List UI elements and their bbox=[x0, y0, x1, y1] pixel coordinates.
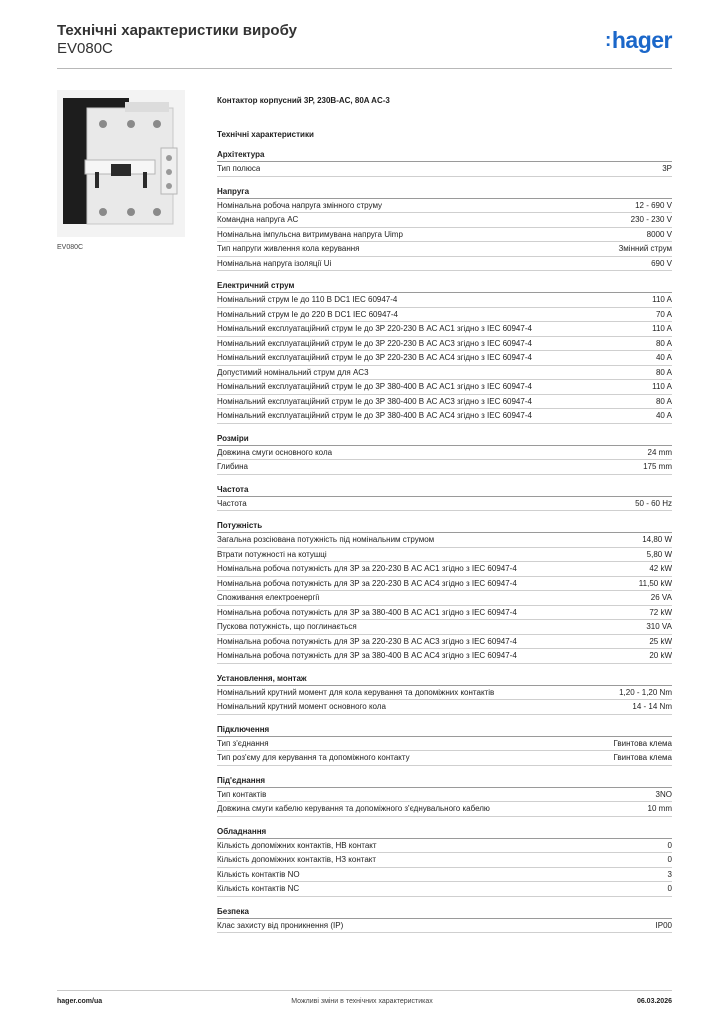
spec-value: 20 kW bbox=[649, 651, 672, 660]
spec-section bbox=[217, 775, 672, 817]
spec-value: 80 A bbox=[655, 338, 672, 348]
spec-row bbox=[217, 242, 672, 257]
section-title: Архітектура bbox=[217, 149, 672, 162]
product-image bbox=[57, 90, 185, 237]
spec-row bbox=[217, 460, 672, 475]
spec-label: Номінальний експлуатаційний струм Ie до 3P 380-400 В AC AC1 згідно з IEC 60947-4 bbox=[217, 382, 532, 391]
spec-label: Кількість допоміжних контактів, НВ контакт bbox=[217, 840, 377, 850]
spec-row bbox=[217, 853, 672, 868]
page-title: Технічні характеристики виробу bbox=[57, 22, 297, 39]
footer-divider bbox=[57, 990, 672, 991]
contactor-illustration bbox=[57, 90, 185, 237]
spec-label: Номінальна робоча потужність для 3P за 220-230 В AC AC1 згідно з IEC 60947-4 bbox=[217, 564, 517, 573]
spec-label: Номінальний струм Ie до 220 В DC1 IEC 60947-4 bbox=[217, 309, 398, 319]
spec-value: 80 A bbox=[655, 396, 672, 406]
spec-value: 5,80 W bbox=[646, 549, 672, 559]
spec-value: 26 VA bbox=[650, 593, 672, 602]
spec-value: 0 bbox=[667, 840, 672, 850]
spec-value: 24 mm bbox=[647, 447, 672, 457]
spec-label: Номінальна робоча потужність для 3P за 380-400 В AC AC1 згідно з IEC 60947-4 bbox=[217, 607, 517, 617]
spec-label: Номінальна напруга ізоляції Ui bbox=[217, 258, 332, 268]
section-title: Розміри bbox=[217, 433, 672, 446]
spec-section bbox=[217, 280, 672, 424]
image-caption: EV080C bbox=[57, 244, 84, 251]
spec-label: Кількість контактів NO bbox=[217, 869, 300, 879]
section-title: Обладнання bbox=[217, 826, 672, 839]
tech-characteristics-title: Технічні характеристики bbox=[217, 130, 314, 139]
section-title: Напруга bbox=[217, 186, 672, 199]
spec-label: Довжина смуги кабелю керування та допоміжного з'єднувального кабелю bbox=[217, 804, 490, 813]
spec-label: Загальна розсіювана потужність під номінальним струмом bbox=[217, 535, 435, 544]
spec-label: Частота bbox=[217, 498, 247, 508]
spec-value: 14 - 14 Nm bbox=[632, 702, 672, 711]
spec-row bbox=[217, 606, 672, 621]
spec-value: 42 kW bbox=[649, 564, 672, 573]
spec-section bbox=[217, 826, 672, 897]
spec-sections bbox=[217, 149, 672, 933]
spec-label: Втрати потужності на котушці bbox=[217, 549, 327, 559]
spec-label: Допустимий номінальний струм для AC3 bbox=[217, 367, 369, 377]
spec-row bbox=[217, 620, 672, 635]
section-title: Під'єднання bbox=[217, 775, 672, 788]
spec-label: Глибина bbox=[217, 462, 248, 471]
spec-value: 110 A bbox=[652, 295, 672, 304]
spec-row bbox=[217, 919, 672, 934]
spec-label: Командна напруга AC bbox=[217, 215, 299, 224]
spec-label: Тип напруги живлення кола керування bbox=[217, 244, 360, 253]
hager-logo[interactable] bbox=[605, 27, 672, 54]
footer-date: 06.03.2026 bbox=[636, 998, 672, 1005]
spec-value: Гвинтова клема bbox=[613, 753, 672, 762]
spec-row bbox=[217, 351, 672, 366]
spec-value: 3P bbox=[662, 164, 672, 173]
spec-label: Тип полюса bbox=[217, 164, 261, 173]
spec-row bbox=[217, 788, 672, 803]
spec-label: Номінальна імпульсна витримувана напруга Uimp bbox=[217, 229, 403, 239]
spec-label: Номінальний крутний момент для кола керування та допоміжних контактів bbox=[217, 687, 495, 697]
spec-row bbox=[217, 199, 672, 214]
spec-row bbox=[217, 446, 672, 461]
spec-value: 14,80 W bbox=[642, 535, 672, 544]
spec-value: 110 A bbox=[652, 324, 672, 333]
spec-label: Кількість контактів NC bbox=[217, 884, 300, 893]
spec-row bbox=[217, 322, 672, 337]
section-title: Безпека bbox=[217, 906, 672, 919]
spec-row bbox=[217, 839, 672, 854]
spec-label: Номінальний струм Ie до 110 В DC1 IEC 60947-4 bbox=[217, 295, 398, 304]
spec-label: Тип контактів bbox=[217, 789, 267, 799]
spec-value: 40 A bbox=[655, 411, 672, 420]
spec-value: 310 VA bbox=[646, 622, 672, 631]
spec-row bbox=[217, 257, 672, 272]
spec-section bbox=[217, 520, 672, 664]
spec-value: 10 mm bbox=[647, 804, 672, 813]
spec-label: Номінальний експлуатаційний струм Ie до 3P 220-230 В AC AC3 згідно з IEC 60947-4 bbox=[217, 338, 532, 348]
spec-label: Номінальна робоча потужність для 3P за 220-230 В AC AC3 згідно з IEC 60947-4 bbox=[217, 636, 517, 646]
spec-row bbox=[217, 591, 672, 606]
spec-value: 0 bbox=[667, 884, 672, 893]
spec-row bbox=[217, 686, 672, 701]
spec-row bbox=[217, 751, 672, 766]
spec-value: 0 bbox=[667, 855, 672, 864]
spec-label: Номінальний експлуатаційний струм Ie до 3P 380-400 В AC AC4 згідно з IEC 60947-4 bbox=[217, 411, 532, 420]
spec-section bbox=[217, 186, 672, 272]
spec-row bbox=[217, 162, 672, 177]
spec-value: 110 A bbox=[652, 382, 672, 391]
spec-section bbox=[217, 906, 672, 934]
logo-colon-icon: : bbox=[605, 30, 611, 51]
spec-section bbox=[217, 724, 672, 766]
spec-row bbox=[217, 293, 672, 308]
spec-value: Змінний струм bbox=[618, 244, 672, 253]
spec-row bbox=[217, 737, 672, 752]
spec-content bbox=[217, 95, 672, 942]
spec-row bbox=[217, 213, 672, 228]
spec-value: 70 A bbox=[655, 309, 672, 319]
spec-label: Номінальна робоча напруга змінного струму bbox=[217, 200, 383, 210]
spec-value: 690 V bbox=[651, 258, 672, 268]
section-title: Електричний струм bbox=[217, 280, 672, 293]
spec-label: Кількість допоміжних контактів, НЗ контакт bbox=[217, 855, 377, 864]
spec-value: 50 - 60 Hz bbox=[635, 498, 672, 508]
spec-row bbox=[217, 366, 672, 381]
page-header bbox=[57, 22, 297, 58]
spec-value: 72 kW bbox=[649, 607, 672, 617]
spec-value: 11,50 kW bbox=[638, 578, 672, 588]
spec-value: IP00 bbox=[655, 920, 672, 930]
footer-notice: Можливі зміни в технічних характеристиках bbox=[291, 998, 433, 1005]
product-code: EV080C bbox=[57, 40, 113, 57]
section-title: Потужність bbox=[217, 520, 672, 533]
spec-label: Номінальний експлуатаційний струм Ie до 3P 220-230 В AC AC1 згідно з IEC 60947-4 bbox=[217, 324, 532, 333]
spec-value: 175 mm bbox=[643, 462, 672, 471]
section-title: Установлення, монтаж bbox=[217, 673, 672, 686]
spec-row bbox=[217, 308, 672, 323]
spec-row bbox=[217, 577, 672, 592]
spec-row bbox=[217, 337, 672, 352]
spec-row bbox=[217, 497, 672, 512]
spec-label: Пускова потужність, що поглинається bbox=[217, 622, 357, 631]
spec-section bbox=[217, 484, 672, 512]
spec-label: Клас захисту від проникнення (IP) bbox=[217, 920, 344, 930]
section-title: Частота bbox=[217, 484, 672, 497]
spec-value: 1,20 - 1,20 Nm bbox=[619, 687, 672, 697]
spec-label: Номінальний крутний момент основного кола bbox=[217, 702, 386, 711]
spec-row bbox=[217, 649, 672, 664]
spec-value: 40 A bbox=[655, 353, 672, 362]
spec-row bbox=[217, 380, 672, 395]
footer-website-link[interactable]: hager.com/ua bbox=[57, 998, 103, 1005]
spec-label: Тип роз'єму для керування та допоміжного контакту bbox=[217, 753, 410, 762]
spec-section bbox=[217, 433, 672, 475]
spec-value: 3 bbox=[667, 869, 672, 879]
spec-label: Довжина смуги основного кола bbox=[217, 447, 333, 457]
spec-label: Номінальна робоча потужність для 3P за 380-400 В AC AC4 згідно з IEC 60947-4 bbox=[217, 651, 517, 660]
spec-row bbox=[217, 409, 672, 424]
spec-section bbox=[217, 149, 672, 177]
product-description: Контактор корпусний 3P, 230В-AC, 80A AC-3 bbox=[217, 96, 390, 105]
spec-row bbox=[217, 395, 672, 410]
spec-row bbox=[217, 882, 672, 897]
spec-label: Номінальний експлуатаційний струм Ie до 3P 380-400 В AC AC3 згідно з IEC 60947-4 bbox=[217, 396, 532, 406]
section-title: Підключення bbox=[217, 724, 672, 737]
spec-value: 80 A bbox=[655, 367, 672, 377]
spec-value: 8000 V bbox=[646, 229, 672, 239]
header-divider bbox=[57, 68, 672, 69]
logo-text: hager bbox=[611, 27, 672, 53]
spec-section bbox=[217, 673, 672, 715]
spec-value: Гвинтова клема bbox=[613, 738, 672, 748]
spec-row bbox=[217, 548, 672, 563]
spec-row bbox=[217, 868, 672, 883]
spec-label: Номінальна робоча потужність для 3P за 220-230 В AC AC4 згідно з IEC 60947-4 bbox=[217, 578, 517, 588]
spec-value: 25 kW bbox=[649, 636, 672, 646]
spec-value: 3NO bbox=[655, 789, 672, 799]
spec-label: Номінальний експлуатаційний струм Ie до 3P 220-230 В AC AC4 згідно з IEC 60947-4 bbox=[217, 353, 532, 362]
spec-value: 230 - 230 V bbox=[630, 215, 672, 224]
spec-label: Споживання електроенергії bbox=[217, 593, 320, 602]
spec-row bbox=[217, 802, 672, 817]
spec-value: 12 - 690 V bbox=[635, 200, 672, 210]
spec-row bbox=[217, 562, 672, 577]
spec-row bbox=[217, 635, 672, 650]
spec-row bbox=[217, 700, 672, 715]
spec-row bbox=[217, 228, 672, 243]
spec-row bbox=[217, 533, 672, 548]
spec-label: Тип з'єднання bbox=[217, 738, 269, 748]
